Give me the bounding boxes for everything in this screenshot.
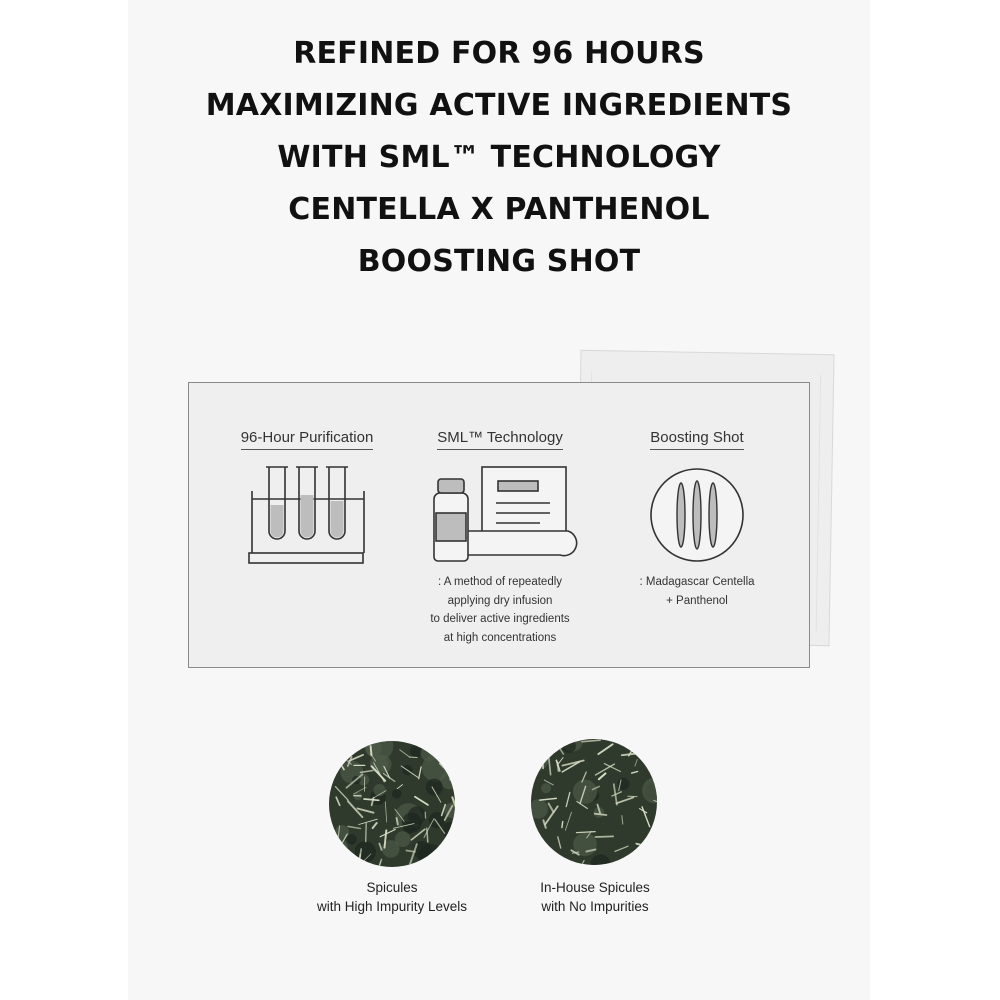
feature-description: : A method of repeatedly applying dry infusion to deliver active ingredients at high concentrations bbox=[430, 576, 570, 644]
feature-description: : Madagascar Centella + Panthenol bbox=[639, 576, 755, 607]
spicules-pure-image bbox=[531, 739, 657, 865]
headline-line-3: WITH SML™ TECHNOLOGY bbox=[277, 140, 721, 175]
spicules-circle-icon bbox=[597, 461, 797, 571]
spicules-impure-image bbox=[329, 741, 455, 867]
test-tubes-icon bbox=[207, 461, 407, 571]
headline-line-1: REFINED FOR 96 HOURS bbox=[293, 36, 705, 71]
headline-line-4: CENTELLA X PANTHENOL bbox=[288, 192, 710, 227]
headline-line-2: MAXIMIZING ACTIVE INGREDIENTS bbox=[205, 88, 793, 123]
feature-title: 96-Hour Purification bbox=[241, 429, 374, 450]
feature-card bbox=[188, 382, 810, 668]
jar-and-document-icon bbox=[400, 461, 600, 571]
headline-line-5: BOOSTING SHOT bbox=[357, 244, 641, 279]
caption-impure-spicules: Spicules with High Impurity Levels bbox=[316, 880, 468, 914]
feature-title: Boosting Shot bbox=[650, 429, 743, 450]
feature-title: SML™ Technology bbox=[437, 429, 563, 450]
headline bbox=[128, 28, 870, 288]
caption-pure-spicules: In-House Spicules with No Impurities bbox=[540, 880, 650, 914]
